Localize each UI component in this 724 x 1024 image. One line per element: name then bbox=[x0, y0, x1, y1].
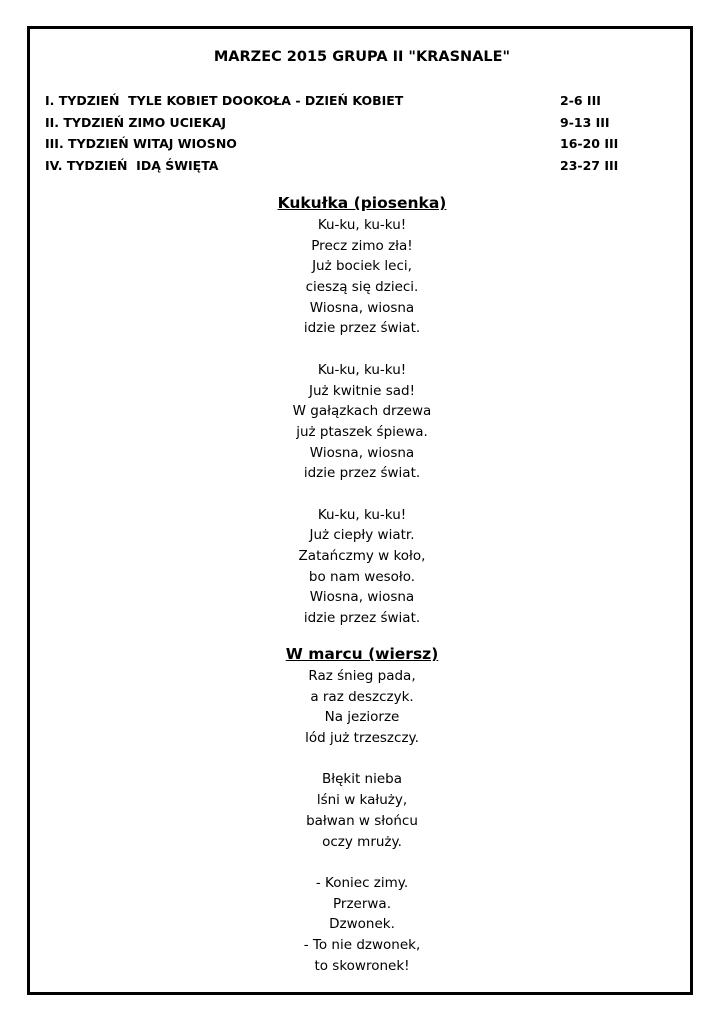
verse-line: Wiosna, wiosna bbox=[309, 299, 415, 316]
verse-line: cieszą się dzieci. bbox=[305, 279, 419, 296]
schedule-week-dates: 16-20 III bbox=[560, 136, 619, 151]
stanza bbox=[0, 505, 724, 629]
verse-line: bo nam wesoło. bbox=[308, 568, 416, 585]
verse-line: Zatańczmy w koło, bbox=[298, 548, 426, 564]
schedule-week-label: II. TYDZIEŃ ZIMO UCIEKAJ bbox=[45, 114, 227, 130]
stanza bbox=[0, 873, 724, 976]
verse-line: - Koniec zimy. bbox=[315, 874, 409, 891]
stanza bbox=[0, 666, 724, 749]
verse-line: Już kwitnie sad! bbox=[308, 382, 415, 399]
verse-line: W gałązkach drzewa bbox=[292, 403, 432, 420]
verse-line: Ku-ku, ku-ku! bbox=[317, 217, 407, 233]
stanza bbox=[0, 360, 724, 484]
stanza-spacer bbox=[0, 852, 724, 873]
schedule-row bbox=[45, 90, 645, 112]
verse-line: lśni w kałuży, bbox=[316, 792, 408, 809]
verse-line: lód już trzeszczy. bbox=[305, 730, 419, 747]
verse-line: to skowronek! bbox=[314, 957, 410, 974]
schedule-week-dates: 23-27 III bbox=[560, 157, 619, 173]
song-kukulka bbox=[0, 191, 724, 629]
verse-line: idzie przez świat. bbox=[303, 320, 421, 337]
poem-w-marcu bbox=[0, 642, 724, 976]
verse-line: idzie przez świat. bbox=[303, 610, 421, 627]
schedule-row bbox=[45, 112, 645, 134]
stanza-spacer bbox=[0, 749, 724, 770]
verse-line: Raz śnieg pada, bbox=[308, 668, 416, 684]
stanza bbox=[0, 769, 724, 852]
schedule-row bbox=[45, 133, 645, 155]
verse-line: Na jeziorze bbox=[324, 709, 400, 726]
verse-line: Błękit nieba bbox=[321, 771, 402, 788]
verse-line: bałwan w słońcu bbox=[306, 812, 418, 829]
verse-line: już ptaszek śpiewa. bbox=[296, 423, 428, 440]
poem-title: W marcu (wiersz) bbox=[285, 645, 439, 663]
verse-line: Ku-ku, ku-ku! bbox=[317, 506, 407, 523]
verse-line: - To nie dzwonek, bbox=[303, 936, 421, 953]
schedule-week-dates: 2-6 III bbox=[560, 93, 601, 108]
verse-line: Precz zimo zła! bbox=[311, 237, 413, 254]
schedule-week-dates: 9-13 III bbox=[560, 114, 610, 130]
schedule-week-label: III. TYDZIEŃ WITAJ WIOSNO bbox=[45, 136, 237, 151]
song-title: Kukułka (piosenka) bbox=[277, 194, 447, 212]
verse-line: Dzwonek. bbox=[329, 916, 395, 933]
stanza bbox=[0, 215, 724, 339]
verse-line: idzie przez świat. bbox=[303, 465, 421, 482]
verse-line: a raz deszczyk. bbox=[310, 688, 414, 705]
stanza-spacer bbox=[0, 484, 724, 505]
verse-line: Wiosna, wiosna bbox=[309, 444, 415, 461]
verse-line: Ku-ku, ku-ku! bbox=[317, 361, 407, 378]
weekly-schedule bbox=[45, 90, 645, 176]
verse-line: oczy mruży. bbox=[322, 833, 402, 850]
stanza-spacer bbox=[0, 339, 724, 360]
verse-line: Wiosna, wiosna bbox=[309, 589, 415, 606]
schedule-row bbox=[45, 155, 645, 177]
page-title: MARZEC 2015 GRUPA II "KRASNALE" bbox=[213, 49, 511, 65]
verse-line: Przerwa. bbox=[332, 895, 391, 912]
verse-line: Już ciepły wiatr. bbox=[309, 527, 415, 544]
schedule-week-label: I. TYDZIEŃ TYLE KOBIET DOOKOŁA - DZIEŃ KOBIET bbox=[45, 93, 404, 108]
schedule-week-label: IV. TYDZIEŃ IDĄ ŚWIĘTA bbox=[45, 157, 219, 173]
verse-line: Już bociek leci, bbox=[312, 258, 412, 275]
